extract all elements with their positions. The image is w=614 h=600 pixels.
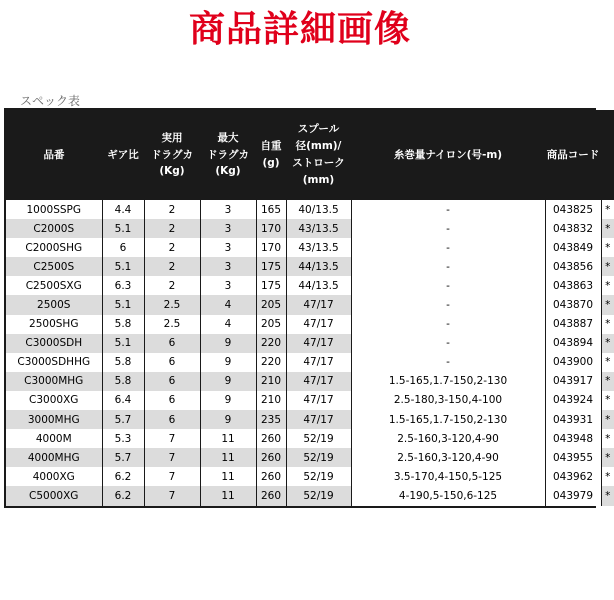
cell-max-drag: 3 xyxy=(200,257,256,276)
cell-gear-ratio: 6.2 xyxy=(102,467,144,486)
cell-weight: 260 xyxy=(256,448,286,467)
spec-table-container xyxy=(4,108,611,508)
cell-max-drag: 3 xyxy=(200,238,256,257)
cell-max-drag: 3 xyxy=(200,219,256,238)
cell-model: C2500S xyxy=(33,260,75,273)
cell-practical-drag: 2 xyxy=(144,276,200,295)
cell-max-drag: 3 xyxy=(200,276,256,295)
cell-model: 4000M xyxy=(35,432,72,445)
cell-product-code: 043900 xyxy=(545,353,601,372)
cell-product-code: 043863 xyxy=(545,276,601,295)
cell-nylon-capacity: - xyxy=(351,334,545,353)
cell-gear-ratio: 6.3 xyxy=(102,276,144,295)
cell-mark: * xyxy=(601,429,614,448)
cell-max-drag: 11 xyxy=(200,486,256,505)
cell-gear-ratio: 5.1 xyxy=(102,257,144,276)
cell-mark: * xyxy=(601,315,614,334)
header-gear-ratio-line: ギア比 xyxy=(107,148,139,161)
cell-max-drag: 9 xyxy=(200,353,256,372)
header-nylon-capacity-line: 糸巻量ナイロン(号-m) xyxy=(393,148,503,161)
cell-nylon-capacity: - xyxy=(351,315,545,334)
cell-spool: 44/13.5 xyxy=(286,257,351,276)
table-row xyxy=(6,334,614,353)
header-practical-drag-line: ドラグカ xyxy=(151,148,193,161)
cell-product-code: 043917 xyxy=(545,372,601,391)
cell-nylon-capacity: 1.5-165,1.7-150,2-130 xyxy=(351,410,545,429)
table-row xyxy=(6,429,614,448)
cell-practical-drag: 2 xyxy=(144,238,200,257)
cell-mark: * xyxy=(601,410,614,429)
cell-spool: 43/13.5 xyxy=(286,238,351,257)
cell-max-drag: 9 xyxy=(200,334,256,353)
cell-weight: 175 xyxy=(256,257,286,276)
cell-max-drag: 9 xyxy=(200,372,256,391)
cell-gear-ratio: 6.2 xyxy=(102,486,144,505)
cell-gear-ratio: 5.8 xyxy=(102,353,144,372)
cell-gear-ratio: 5.8 xyxy=(102,372,144,391)
cell-spool: 52/19 xyxy=(286,467,351,486)
cell-max-drag: 9 xyxy=(200,410,256,429)
table-row xyxy=(6,486,614,505)
header-practical-drag-line: (Kg) xyxy=(159,165,185,178)
table-row xyxy=(6,372,614,391)
cell-gear-ratio: 4.4 xyxy=(102,200,144,219)
cell-weight: 260 xyxy=(256,429,286,448)
cell-weight: 260 xyxy=(256,467,286,486)
header-max-drag-line: ドラグカ xyxy=(207,148,249,161)
cell-nylon-capacity: 2.5-180,3-150,4-100 xyxy=(351,391,545,410)
spec-table-body xyxy=(6,200,614,506)
cell-max-drag: 4 xyxy=(200,315,256,334)
cell-weight: 210 xyxy=(256,391,286,410)
table-row xyxy=(6,219,614,238)
cell-product-code: 043870 xyxy=(545,295,601,314)
cell-product-code: 043924 xyxy=(545,391,601,410)
cell-product-code: 043825 xyxy=(545,200,601,219)
header-max-drag-line: (Kg) xyxy=(215,165,241,178)
cell-model: 4000MHG xyxy=(27,451,80,464)
cell-model: 2500S xyxy=(37,299,71,312)
cell-practical-drag: 6 xyxy=(144,353,200,372)
header-product-code-line: 商品コード xyxy=(546,148,600,161)
cell-practical-drag: 6 xyxy=(144,391,200,410)
cell-mark: * xyxy=(601,353,614,372)
cell-nylon-capacity: 4-190,5-150,6-125 xyxy=(351,486,545,505)
cell-nylon-capacity: - xyxy=(351,200,545,219)
cell-weight: 170 xyxy=(256,238,286,257)
cell-mark: * xyxy=(601,391,614,410)
cell-product-code: 043832 xyxy=(545,219,601,238)
cell-gear-ratio: 6 xyxy=(102,238,144,257)
cell-max-drag: 11 xyxy=(200,448,256,467)
cell-nylon-capacity: - xyxy=(351,276,545,295)
header-nylon-capacity xyxy=(351,110,545,200)
cell-mark: * xyxy=(601,448,614,467)
cell-spool: 52/19 xyxy=(286,448,351,467)
cell-weight: 235 xyxy=(256,410,286,429)
cell-gear-ratio: 5.7 xyxy=(102,448,144,467)
cell-weight: 220 xyxy=(256,334,286,353)
cell-mark: * xyxy=(601,372,614,391)
header-model xyxy=(6,110,102,200)
cell-spool: 47/17 xyxy=(286,353,351,372)
cell-mark: * xyxy=(601,334,614,353)
table-row xyxy=(6,353,614,372)
cell-product-code: 043955 xyxy=(545,448,601,467)
cell-mark: * xyxy=(601,238,614,257)
cell-max-drag: 11 xyxy=(200,429,256,448)
header-mark xyxy=(601,110,614,200)
table-row xyxy=(6,448,614,467)
cell-practical-drag: 2 xyxy=(144,257,200,276)
cell-practical-drag: 6 xyxy=(144,410,200,429)
cell-model: C3000SDH xyxy=(25,337,83,350)
cell-weight: 175 xyxy=(256,276,286,295)
header-max-drag-line: 最大 xyxy=(217,131,239,144)
header-max-drag xyxy=(200,110,256,200)
spec-table xyxy=(6,110,614,506)
cell-mark: * xyxy=(601,200,614,219)
cell-nylon-capacity: - xyxy=(351,257,545,276)
cell-nylon-capacity: - xyxy=(351,238,545,257)
cell-weight: 260 xyxy=(256,486,286,505)
header-practical-drag xyxy=(144,110,200,200)
cell-spool: 52/19 xyxy=(286,429,351,448)
page-banner-title: 商品詳細画像 xyxy=(188,8,411,50)
cell-practical-drag: 6 xyxy=(144,334,200,353)
cell-nylon-capacity: - xyxy=(351,295,545,314)
cell-product-code: 043931 xyxy=(545,410,601,429)
table-row xyxy=(6,467,614,486)
cell-model: C3000MHG xyxy=(24,375,84,388)
cell-mark: * xyxy=(601,257,614,276)
cell-model: C2500SXG xyxy=(25,279,82,292)
header-model-line: 品番 xyxy=(43,148,65,161)
table-row xyxy=(6,295,614,314)
table-row xyxy=(6,276,614,295)
header-spool xyxy=(286,110,351,200)
cell-practical-drag: 2.5 xyxy=(144,315,200,334)
cell-max-drag: 9 xyxy=(200,391,256,410)
cell-weight: 220 xyxy=(256,353,286,372)
header-spool-line: スプール xyxy=(297,123,340,136)
cell-gear-ratio: 5.8 xyxy=(102,315,144,334)
cell-nylon-capacity: - xyxy=(351,353,545,372)
cell-model: 3000MHG xyxy=(27,413,80,426)
cell-spool: 47/17 xyxy=(286,334,351,353)
cell-practical-drag: 6 xyxy=(144,372,200,391)
table-row xyxy=(6,257,614,276)
cell-practical-drag: 2 xyxy=(144,219,200,238)
cell-spool: 47/17 xyxy=(286,295,351,314)
table-row xyxy=(6,410,614,429)
cell-weight: 170 xyxy=(256,219,286,238)
cell-mark: * xyxy=(601,486,614,505)
cell-spool: 40/13.5 xyxy=(286,200,351,219)
cell-gear-ratio: 5.7 xyxy=(102,410,144,429)
cell-model: C5000XG xyxy=(29,489,79,502)
cell-spool: 44/13.5 xyxy=(286,276,351,295)
cell-model: 1000SSPG xyxy=(26,203,82,216)
cell-mark: * xyxy=(601,219,614,238)
cell-practical-drag: 2.5 xyxy=(144,295,200,314)
cell-nylon-capacity: 2.5-160,3-120,4-90 xyxy=(351,448,545,467)
header-weight-line: 自重 xyxy=(260,140,282,153)
header-row xyxy=(6,110,614,200)
cell-product-code: 043962 xyxy=(545,467,601,486)
table-row xyxy=(6,391,614,410)
header-spool-line: (mm) xyxy=(302,173,335,186)
cell-gear-ratio: 5.1 xyxy=(102,295,144,314)
cell-max-drag: 4 xyxy=(200,295,256,314)
cell-spool: 47/17 xyxy=(286,315,351,334)
cell-spool: 43/13.5 xyxy=(286,219,351,238)
spec-table-header xyxy=(6,110,614,200)
cell-weight: 205 xyxy=(256,295,286,314)
cell-max-drag: 3 xyxy=(200,200,256,219)
cell-model: 4000XG xyxy=(32,470,75,483)
cell-gear-ratio: 5.1 xyxy=(102,334,144,353)
cell-product-code: 043894 xyxy=(545,334,601,353)
cell-product-code: 043979 xyxy=(545,486,601,505)
cell-practical-drag: 7 xyxy=(144,448,200,467)
header-spool-line: ストローク xyxy=(292,157,345,169)
header-weight-line: (g) xyxy=(262,157,280,169)
table-row xyxy=(6,200,614,219)
cell-spool: 47/17 xyxy=(286,410,351,429)
cell-mark: * xyxy=(601,276,614,295)
cell-model: C3000XG xyxy=(29,394,79,407)
cell-mark: * xyxy=(601,467,614,486)
cell-model: C2000S xyxy=(33,222,75,235)
cell-nylon-capacity: - xyxy=(351,219,545,238)
cell-product-code: 043887 xyxy=(545,315,601,334)
cell-nylon-capacity: 3.5-170,4-150,5-125 xyxy=(351,467,545,486)
cell-gear-ratio: 5.3 xyxy=(102,429,144,448)
header-practical-drag-line: 実用 xyxy=(161,131,183,144)
cell-model: C2000SHG xyxy=(25,241,83,254)
cell-model: 2500SHG xyxy=(29,318,79,331)
header-product-code xyxy=(545,110,601,200)
header-spool-line: 径(mm)/ xyxy=(295,140,342,153)
cell-nylon-capacity: 1.5-165,1.7-150,2-130 xyxy=(351,372,545,391)
cell-model: C3000SDHHG xyxy=(17,356,91,369)
cell-gear-ratio: 5.1 xyxy=(102,219,144,238)
cell-weight: 165 xyxy=(256,200,286,219)
cell-weight: 205 xyxy=(256,315,286,334)
cell-practical-drag: 7 xyxy=(144,467,200,486)
cell-max-drag: 11 xyxy=(200,467,256,486)
table-row xyxy=(6,238,614,257)
spec-table-caption: スペック表 xyxy=(20,94,81,108)
cell-product-code: 043856 xyxy=(545,257,601,276)
cell-product-code: 043849 xyxy=(545,238,601,257)
cell-weight: 210 xyxy=(256,372,286,391)
header-weight xyxy=(256,110,286,200)
cell-practical-drag: 7 xyxy=(144,486,200,505)
cell-nylon-capacity: 2.5-160,3-120,4-90 xyxy=(351,429,545,448)
cell-product-code: 043948 xyxy=(545,429,601,448)
cell-practical-drag: 2 xyxy=(144,200,200,219)
cell-gear-ratio: 6.4 xyxy=(102,391,144,410)
cell-spool: 47/17 xyxy=(286,391,351,410)
cell-practical-drag: 7 xyxy=(144,429,200,448)
cell-spool: 47/17 xyxy=(286,372,351,391)
table-row xyxy=(6,315,614,334)
cell-mark: * xyxy=(601,295,614,314)
header-gear-ratio xyxy=(102,110,144,200)
cell-spool: 52/19 xyxy=(286,486,351,505)
